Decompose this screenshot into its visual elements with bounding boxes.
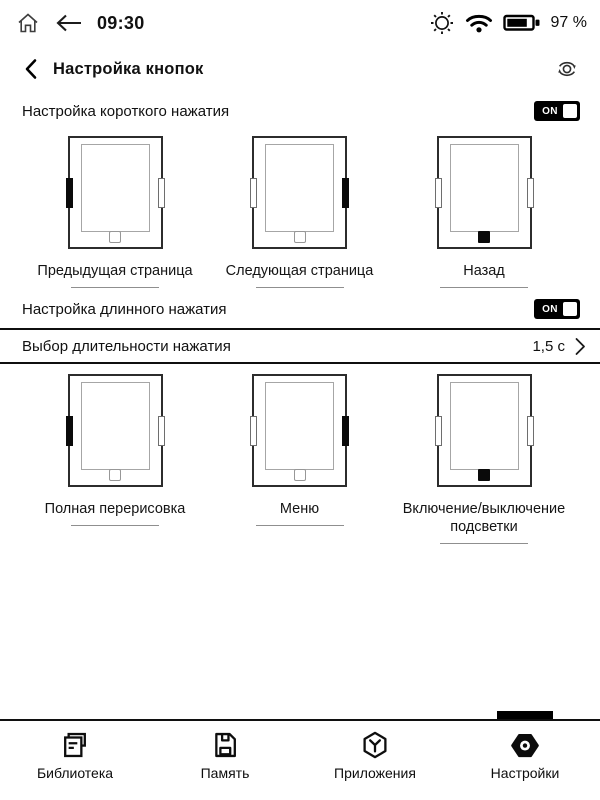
action-label: Включение/выключение подсветки	[402, 501, 566, 536]
action-label: Назад	[463, 263, 505, 279]
short-press-action-back[interactable]	[394, 136, 574, 288]
left-button	[435, 178, 442, 208]
ereader-illustration	[437, 374, 532, 487]
reset-rotation-icon[interactable]	[554, 56, 580, 82]
short-press-devices-row	[0, 136, 600, 288]
label-underline	[256, 287, 344, 288]
right-button	[527, 178, 534, 208]
home-icon[interactable]	[15, 10, 41, 36]
ereader-illustration	[68, 374, 163, 487]
brightness-icon	[429, 10, 455, 36]
bottom-nav	[0, 719, 600, 800]
settings-icon	[510, 730, 540, 760]
press-duration-value-wrap	[532, 337, 586, 356]
nav-label: Настройки	[490, 765, 560, 781]
long-press-action-frontlight[interactable]	[394, 374, 574, 544]
left-button	[435, 416, 442, 446]
left-button-highlighted	[66, 178, 73, 208]
nav-label: Память	[200, 765, 250, 781]
right-button	[158, 178, 165, 208]
nav-item-storage[interactable]	[150, 721, 300, 800]
ereader-screen	[81, 382, 150, 470]
action-label: Меню	[279, 501, 320, 518]
back-chevron-icon[interactable]	[24, 58, 38, 80]
bottom-button	[294, 231, 306, 243]
action-label: Предыдущая страница	[37, 263, 193, 279]
long-press-title: Настройка длинного нажатия	[22, 300, 227, 318]
label-underline	[256, 525, 344, 526]
ereader-illustration	[68, 136, 163, 249]
toggle-on-label: ON	[542, 303, 558, 315]
left-button	[250, 178, 257, 208]
toggle-knob	[563, 104, 577, 118]
active-tab-indicator	[497, 711, 553, 719]
left-button	[250, 416, 257, 446]
ereader-screen	[450, 382, 519, 470]
storage-icon	[210, 730, 240, 760]
short-press-action-next-page[interactable]	[210, 136, 390, 288]
label-underline	[71, 287, 159, 288]
ereader-screen	[265, 144, 334, 232]
nav-item-library[interactable]	[0, 721, 150, 800]
short-press-section	[0, 96, 600, 288]
short-press-toggle[interactable]	[534, 101, 580, 121]
battery-icon	[503, 13, 541, 33]
library-icon	[60, 730, 90, 760]
long-press-header-row	[0, 294, 600, 324]
wifi-icon	[465, 12, 493, 34]
label-underline	[440, 543, 528, 544]
nav-label: Приложения	[334, 765, 416, 781]
ereader-illustration	[252, 374, 347, 487]
right-button-highlighted	[342, 178, 349, 208]
long-press-section	[0, 294, 600, 544]
bottom-button	[109, 231, 121, 243]
status-bar-left	[15, 10, 145, 36]
nav-item-apps[interactable]	[300, 721, 450, 800]
short-press-title: Настройка короткого нажатия	[22, 102, 230, 120]
battery-percent: 97 %	[550, 14, 587, 31]
ereader-illustration	[252, 136, 347, 249]
right-button-highlighted	[342, 416, 349, 446]
apps-icon	[360, 730, 390, 760]
page-title: Настройка кнопок	[53, 59, 204, 78]
long-press-action-menu[interactable]	[210, 374, 390, 544]
long-press-toggle[interactable]	[534, 299, 580, 319]
bottom-button	[294, 469, 306, 481]
action-label: Полная перерисовка	[44, 501, 186, 518]
toggle-on-label: ON	[542, 105, 558, 117]
nav-label: Библиотека	[36, 765, 114, 781]
clock-time: 09:30	[97, 12, 145, 33]
right-button	[158, 416, 165, 446]
short-press-header-row	[0, 96, 600, 126]
ereader-screen	[450, 144, 519, 232]
screen-header	[0, 46, 600, 92]
status-bar-right	[429, 10, 587, 36]
bottom-button-highlighted	[478, 469, 490, 481]
bottom-button	[109, 469, 121, 481]
chevron-right-icon	[574, 337, 586, 356]
press-duration-value: 1,5 с	[532, 337, 565, 355]
long-press-devices-row	[0, 374, 600, 544]
ereader-illustration	[437, 136, 532, 249]
bottom-button-highlighted	[478, 231, 490, 243]
left-button-highlighted	[66, 416, 73, 446]
press-duration-row[interactable]	[0, 328, 600, 364]
toggle-knob	[563, 302, 577, 316]
nav-item-settings[interactable]	[450, 721, 600, 800]
ereader-screen	[81, 144, 150, 232]
short-press-action-prev-page[interactable]	[25, 136, 205, 288]
back-arrow-icon[interactable]	[54, 12, 84, 34]
status-bar	[0, 0, 600, 46]
press-duration-label: Выбор длительности нажатия	[22, 337, 231, 355]
long-press-action-full-refresh[interactable]	[25, 374, 205, 544]
ereader-screen	[265, 382, 334, 470]
label-underline	[440, 287, 528, 288]
action-label: Следующая страница	[225, 263, 374, 279]
label-underline	[71, 525, 159, 526]
right-button	[527, 416, 534, 446]
